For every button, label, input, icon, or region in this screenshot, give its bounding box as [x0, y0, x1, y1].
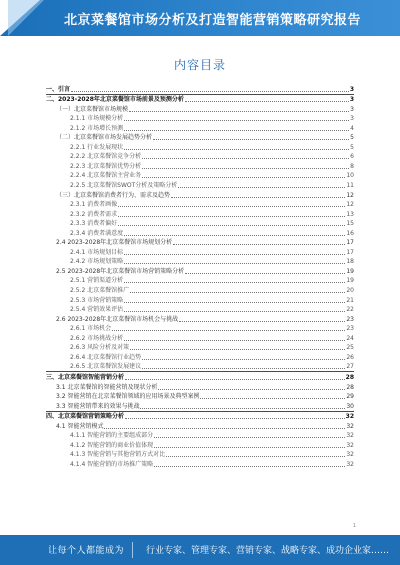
toc-entry[interactable] — [46, 285, 354, 295]
toc-entry[interactable] — [46, 431, 354, 441]
toc-entry-label: 2.5.2 北京菜餐馆推广 — [70, 287, 130, 295]
toc-entry-page: 18 — [346, 258, 354, 266]
toc-entry-label: 3.3 智能营销带来的效果与挑战 — [56, 402, 140, 410]
toc-leader-dots — [179, 321, 345, 322]
toc-entry-page: 10 — [346, 172, 354, 180]
toc-leader-dots — [124, 120, 349, 121]
toc-entry-page: 23 — [346, 315, 354, 323]
page-number: 1 — [352, 523, 356, 529]
toc-entry-page: 17 — [346, 239, 354, 247]
toc-entry-label: 2.3.1 消费者画像 — [70, 201, 118, 209]
toc-entry-label: 2.5.4 营销效果评估 — [70, 306, 124, 314]
toc-leader-dots — [142, 368, 345, 369]
toc-entry-label: 4.1.4 智能营销的市场推广策略 — [70, 460, 154, 468]
toc-leader-dots — [124, 254, 345, 255]
toc-entry-page: 17 — [346, 248, 354, 256]
toc-entry-page: 24 — [346, 334, 354, 342]
toc-entry[interactable] — [46, 142, 354, 152]
toc-leader-dots — [154, 437, 345, 438]
toc-entry-page: 32 — [346, 460, 354, 468]
toc-leader-dots — [104, 428, 345, 429]
toc-leader-dots — [124, 302, 345, 303]
toc-entry-page: 20 — [346, 287, 354, 295]
toc-entry-label: 2.6.4 北京菜餐馆行业趋势 — [70, 353, 142, 361]
toc-entry-page: 32 — [346, 451, 354, 459]
toc-entry[interactable] — [46, 421, 354, 431]
toc-entry-label: 2.6.1 市场机会 — [70, 325, 112, 333]
toc-entry-page: 12 — [346, 191, 354, 199]
toc-entry[interactable] — [46, 382, 354, 392]
toc-entry-page: 32 — [346, 422, 354, 430]
toc-entry[interactable] — [46, 324, 354, 334]
toc-entry-label: 2.6.3 风险分析及对策 — [70, 344, 130, 352]
toc-entry[interactable] — [46, 371, 354, 382]
toc-leader-dots — [154, 447, 345, 448]
toc-entry-page: 19 — [346, 267, 354, 275]
toc-entry-page: 3 — [349, 85, 354, 93]
toc-leader-dots — [124, 311, 345, 312]
toc-entry-label: 二、2023-2028年北京菜餐馆市场前景及预测分析 — [46, 96, 184, 104]
toc-entry-page: 12 — [346, 201, 354, 209]
toc-entry-label: 4.1.1 智能营销的主要组成部分 — [70, 432, 154, 440]
toc-entry-label: 4.1.3 智能营销与其他营销方式对比 — [70, 451, 166, 459]
toc-entry[interactable] — [46, 314, 354, 324]
toc-leader-dots — [140, 408, 345, 409]
footer-divider — [132, 542, 133, 558]
toc-leader-dots — [130, 349, 345, 350]
toc-entry-page: 22 — [346, 306, 354, 314]
toc-entry[interactable] — [46, 200, 354, 210]
toc-leader-dots — [142, 359, 345, 360]
toc-entry[interactable] — [46, 459, 354, 469]
toc-entry[interactable] — [46, 257, 354, 267]
toc-entry-label: 2.5.3 市场营销策略 — [70, 296, 124, 304]
toc-entry[interactable] — [46, 190, 354, 200]
footer-tagline: 行业专家、管理专家、营销专家、战略专家、成功企业家…… — [146, 546, 390, 556]
toc-leader-dots — [124, 235, 345, 236]
toc-entry-page: 21 — [346, 296, 354, 304]
toc-entry[interactable] — [46, 219, 354, 229]
toc-entry-page: 11 — [346, 182, 354, 190]
toc-entry-page: 28 — [346, 383, 354, 391]
table-of-contents — [46, 84, 354, 469]
toc-entry-label: 2.6 2023-2028年北京菜餐馆市场机会与挑战 — [56, 315, 179, 323]
toc-entry-label: 2.2.4 北京菜餐馆主营业务 — [70, 172, 142, 180]
toc-leader-dots — [185, 273, 345, 274]
toc-leader-dots — [118, 216, 345, 217]
toc-entry-label: 2.5.1 营销渠道分析 — [70, 277, 124, 285]
toc-entry-page: 3 — [349, 96, 354, 104]
toc-leader-dots — [171, 197, 345, 198]
toc-leader-dots — [112, 330, 345, 331]
toc-entry-page: 32 — [346, 432, 354, 440]
toc-leader-dots — [173, 244, 345, 245]
toc-entry-label: 2.3.2 消费者需求 — [70, 210, 118, 218]
toc-entry[interactable] — [46, 228, 354, 238]
toc-entry-page: 32 — [345, 413, 354, 421]
toc-leader-dots — [125, 418, 345, 419]
toc-entry-page: 27 — [346, 363, 354, 371]
toc-entry-label: 2.1.2 市场增长预测 — [70, 124, 124, 132]
toc-entry[interactable] — [46, 123, 354, 133]
toc-leader-dots — [153, 139, 349, 140]
toc-entry[interactable] — [46, 362, 354, 372]
toc-entry-label: 2.5 2023-2028年北京菜餐馆市场营销策略分析 — [56, 267, 185, 275]
report-title: 北京菜餐馆市场分析及打造智能营销策略研究报告 — [64, 13, 362, 28]
toc-entry-page: 26 — [346, 353, 354, 361]
toc-entry[interactable] — [46, 161, 354, 171]
toc-entry[interactable] — [46, 266, 354, 276]
toc-entry-label: 一、引言 — [46, 85, 71, 93]
toc-leader-dots — [142, 158, 349, 159]
toc-entry-page: 30 — [346, 402, 354, 410]
toc-entry[interactable] — [46, 104, 354, 114]
toc-entry-page: 4 — [350, 124, 354, 132]
toc-leader-dots — [178, 187, 345, 188]
toc-entry-page: 32 — [346, 441, 354, 449]
toc-entry[interactable] — [46, 238, 354, 248]
toc-entry-label: 2.4.2 市场规划策略 — [70, 258, 124, 266]
toc-entry-label: 2.2.1 行业发展现状 — [70, 143, 124, 151]
toc-entry[interactable] — [46, 392, 354, 402]
toc-entry-page: 3 — [350, 105, 354, 113]
toc-leader-dots — [124, 130, 349, 131]
banner-decoration-accent — [8, 0, 44, 36]
toc-entry[interactable] — [46, 276, 354, 286]
toc-leader-dots — [124, 340, 345, 341]
toc-entry[interactable] — [46, 401, 354, 411]
footer-banner — [0, 535, 400, 565]
toc-entry-page: 23 — [346, 325, 354, 333]
toc-entry-label: 2.6.2 市场挑战分析 — [70, 334, 124, 342]
toc-entry-label: 4.1.2 智能营销的商业价值体现 — [70, 441, 154, 449]
toc-entry[interactable] — [46, 343, 354, 353]
toc-leader-dots — [166, 456, 345, 457]
toc-entry-label: 4.1 智能营销模式 — [56, 422, 104, 430]
toc-leader-dots — [118, 206, 345, 207]
toc-entry-page: 25 — [346, 344, 354, 352]
toc-entry[interactable] — [46, 180, 354, 190]
toc-entry[interactable] — [46, 333, 354, 343]
toc-entry-label: 2.6.5 北京菜餐馆发展建议 — [70, 363, 142, 371]
footer-slogan: 让每个人都能成为 — [48, 546, 125, 556]
toc-leader-dots — [142, 168, 349, 169]
toc-entry-label: （三）北京菜餐馆消费者行为、需求及趋势 — [56, 191, 171, 199]
toc-entry-label: 2.1.1 市场规模分析 — [70, 115, 124, 123]
toc-entry[interactable] — [46, 450, 354, 460]
toc-entry[interactable] — [46, 84, 354, 94]
toc-entry-label: 四、北京菜餐馆营销策略分析 — [46, 413, 125, 421]
toc-leader-dots — [125, 379, 345, 380]
toc-leader-dots — [200, 398, 345, 399]
toc-entry-label: （一）北京菜餐馆市场规模 — [56, 105, 129, 113]
toc-leader-dots — [124, 149, 349, 150]
toc-entry-page: 8 — [350, 162, 354, 170]
toc-entry-label: 2.3.3 消费者偏好 — [70, 220, 118, 228]
toc-leader-dots — [130, 292, 345, 293]
toc-entry[interactable] — [46, 411, 354, 422]
toc-leader-dots — [154, 466, 345, 467]
toc-entry-label: （二）北京菜餐馆市场发展趋势分析 — [56, 134, 153, 142]
toc-entry[interactable] — [46, 352, 354, 362]
toc-leader-dots — [158, 389, 345, 390]
toc-leader-dots — [142, 177, 345, 178]
toc-entry-label: 2.2.2 北京菜餐馆竞争分析 — [70, 153, 142, 161]
toc-entry-page: 29 — [346, 393, 354, 401]
toc-entry-page: 19 — [346, 277, 354, 285]
toc-entry-page: 13 — [346, 210, 354, 218]
toc-entry-label: 2.2.5 北京菜餐馆SWOT分析及策略分析 — [70, 182, 178, 190]
toc-entry-label: 2.3.4 消费者满意度 — [70, 229, 124, 237]
toc-entry[interactable] — [46, 209, 354, 219]
toc-entry-page: 28 — [345, 373, 354, 381]
toc-entry-page: 5 — [350, 134, 354, 142]
toc-entry[interactable] — [46, 171, 354, 181]
toc-leader-dots — [71, 91, 349, 92]
toc-entry[interactable] — [46, 152, 354, 162]
toc-entry-page: 6 — [350, 153, 354, 161]
toc-entry[interactable] — [46, 247, 354, 257]
toc-entry-label: 3.2 智能营销在北京菜餐馆领域的应用场景及典型案例 — [56, 393, 200, 401]
toc-entry[interactable] — [46, 440, 354, 450]
toc-entry-label: 2.2.3 北京菜餐馆优势分析 — [70, 162, 142, 170]
toc-heading: 内容目录 — [173, 58, 226, 72]
toc-entry[interactable] — [46, 94, 354, 105]
toc-entry-page: 15 — [346, 220, 354, 228]
toc-leader-dots — [124, 282, 345, 283]
toc-entry[interactable] — [46, 295, 354, 305]
toc-leader-dots — [118, 225, 345, 226]
toc-entry-label: 3.1 北京菜餐馆的智能营销及现状分析 — [56, 383, 158, 391]
toc-entry-label: 2.4 2023-2028年北京菜餐馆市场规划分析 — [56, 239, 173, 247]
toc-entry[interactable] — [46, 114, 354, 124]
toc-entry-page: 16 — [346, 229, 354, 237]
toc-entry[interactable] — [46, 133, 354, 143]
toc-entry-label: 三、北京菜餐馆智能营销分析 — [46, 373, 125, 381]
toc-entry[interactable] — [46, 305, 354, 315]
toc-entry-page: 3 — [350, 115, 354, 123]
toc-leader-dots — [124, 263, 345, 264]
header-banner — [0, 0, 400, 36]
toc-entry-label: 2.4.1 市场规划目标 — [70, 248, 124, 256]
toc-entry-page: 5 — [350, 143, 354, 151]
toc-leader-dots — [185, 101, 349, 102]
toc-leader-dots — [129, 111, 349, 112]
